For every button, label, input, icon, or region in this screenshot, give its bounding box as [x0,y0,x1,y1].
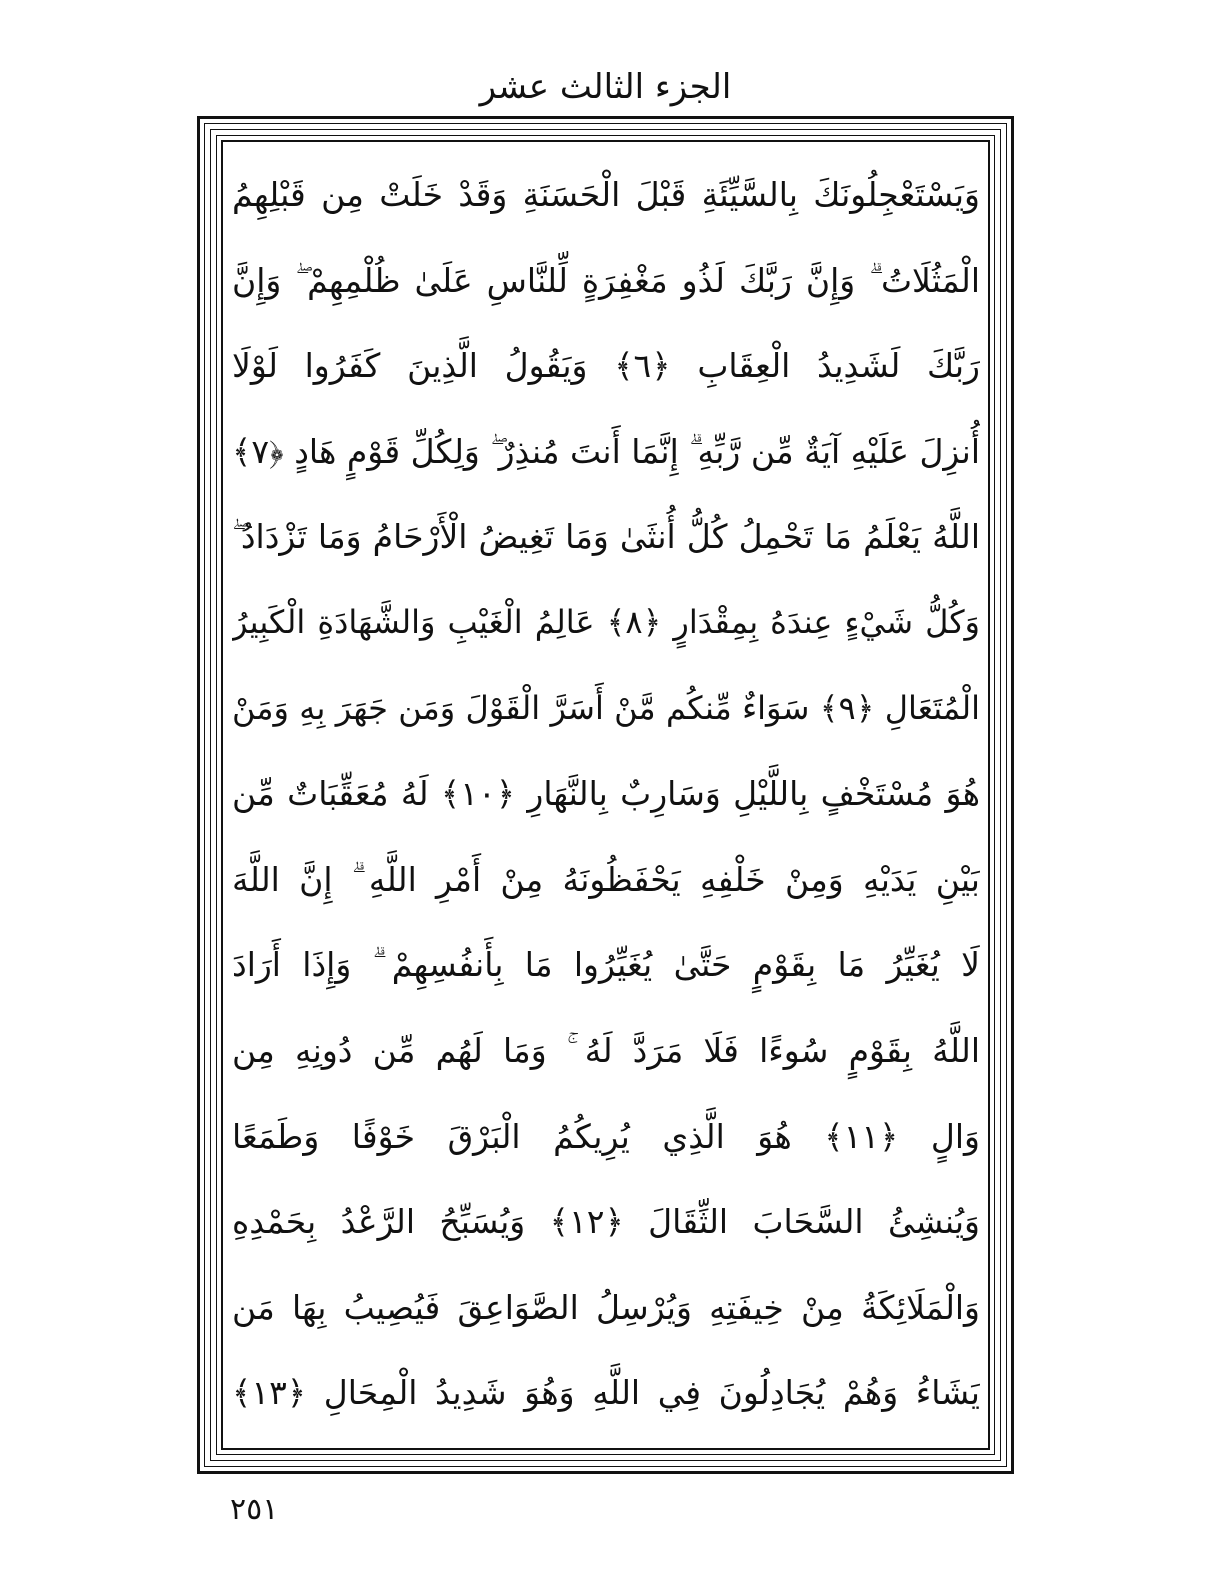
text-line-3: رَبَّكَ لَشَدِيدُ الْعِقَابِ ﴿٦﴾ وَيَقُولُ الَّذِينَ كَفَرُوا لَوْلَا [232,346,980,386]
text-line-9: بَيْنِ يَدَيْهِ وَمِنْ خَلْفِهِ يَحْفَظُونَهُ مِنْ أَمْرِ اللَّهِ ۗ إِنَّ اللَّهَ [232,859,980,899]
text-line-12: وَالٍ ﴿١١﴾ هُوَ الَّذِي يُرِيكُمُ الْبَرْقَ خَوْفًا وَطَمَعًا [232,1116,980,1156]
text-line-4: أُنزِلَ عَلَيْهِ آيَةٌ مِّن رَّبِّهِ ۗ إِنَّمَا أَنتَ مُنذِرٌ ۖ وَلِكُلِّ قَوْمٍ هَادٍ ﴿٧﴾ [232,431,980,471]
text-line-15: يَشَاءُ وَهُمْ يُجَادِلُونَ فِي اللَّهِ وَهُوَ شَدِيدُ الْمِحَالِ ﴿١٣﴾ [232,1373,980,1413]
text-line-7: الْمُتَعَالِ ﴿٩﴾ سَوَاءٌ مِّنكُم مَّنْ أَسَرَّ الْقَوْلَ وَمَن جَهَرَ بِهِ وَمَنْ [232,688,980,727]
text-line-1: وَيَسْتَعْجِلُونَكَ بِالسَّيِّئَةِ قَبْلَ الْحَسَنَةِ وَقَدْ خَلَتْ مِن قَبْلِهِمُ [232,175,980,214]
text-line-5: اللَّهُ يَعْلَمُ مَا تَحْمِلُ كُلُّ أُنثَىٰ وَمَا تَغِيضُ الْأَرْحَامُ وَمَا تَزْدَادُ ۖ [232,517,980,557]
text-line-11: اللَّهُ بِقَوْمٍ سُوءًا فَلَا مَرَدَّ لَهُ ۚ وَمَا لَهُم مِّن دُونِهِ مِن [232,1030,980,1070]
quran-text-block [232,152,980,1436]
text-line-2: الْمَثُلَاتُ ۗ وَإِنَّ رَبَّكَ لَذُو مَغْفِرَةٍ لِّلنَّاسِ عَلَىٰ ظُلْمِهِمْ ۖ وَإِنَّ [232,260,980,300]
text-line-14: وَالْمَلَائِكَةُ مِنْ خِيفَتِهِ وَيُرْسِلُ الصَّوَاعِقَ فَيُصِيبُ بِهَا مَن [232,1287,980,1327]
page-number: ٢٥١ [230,1492,279,1527]
text-line-13: وَيُنشِئُ السَّحَابَ الثِّقَالَ ﴿١٢﴾ وَيُسَبِّحُ الرَّعْدُ بِحَمْدِهِ [232,1202,980,1242]
text-line-8: هُوَ مُسْتَخْفٍ بِاللَّيْلِ وَسَارِبٌ بِالنَّهَارِ ﴿١٠﴾ لَهُ مُعَقِّبَاتٌ مِّن [232,774,980,814]
juz-title: الجزء الثالث عشر [479,67,732,107]
text-line-10: لَا يُغَيِّرُ مَا بِقَوْمٍ حَتَّىٰ يُغَيِّرُوا مَا بِأَنفُسِهِمْ ۗ وَإِذَا أَرَادَ [232,945,980,985]
text-line-6: وَكُلُّ شَيْءٍ عِندَهُ بِمِقْدَارٍ ﴿٨﴾ عَالِمُ الْغَيْبِ وَالشَّهَادَةِ الْكَبِيرُ [232,602,980,641]
